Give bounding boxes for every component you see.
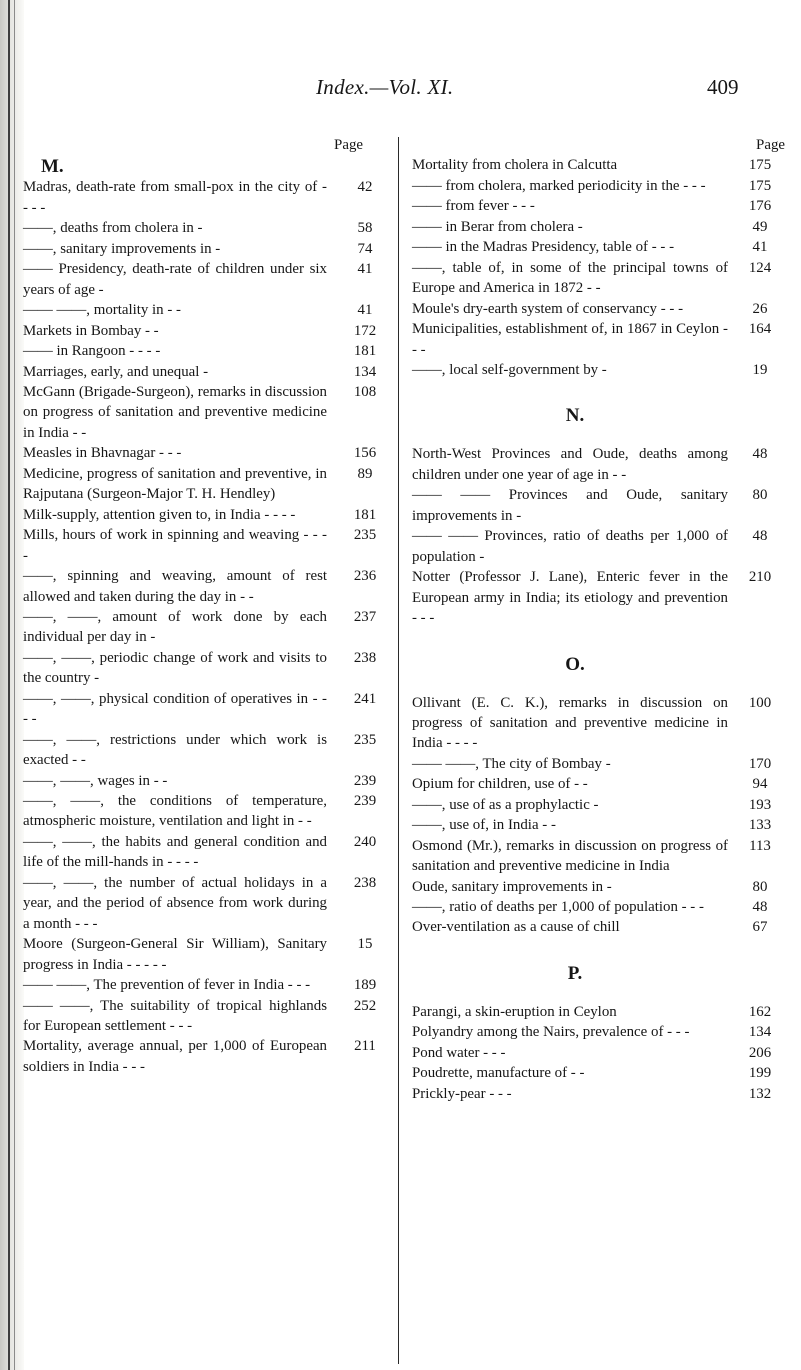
index-entry: [23, 464, 397, 505]
section-gap: [412, 938, 786, 960]
entry-page-ref: 235: [353, 731, 377, 748]
index-entry: [23, 566, 397, 607]
index-entry: [23, 832, 397, 873]
entry-page-ref: 240: [353, 833, 377, 850]
entry-page-ref: 48: [752, 899, 768, 916]
entry-page-ref: 133: [748, 817, 772, 834]
entry-page-ref: 49: [752, 218, 768, 235]
entry-page-ref: 206: [748, 1044, 772, 1061]
entry-text: Mortality, average annual, per 1,000 of European soldiers in India - - -: [23, 1038, 327, 1075]
index-entry: [412, 237, 786, 257]
entry-page-ref: 237: [353, 608, 377, 625]
entry-text: —— —— Provinces and Oude, sanitary improvements in -: [412, 487, 728, 524]
entry-text: Madras, death-rate from small-pox in the city of - - - -: [23, 179, 327, 216]
index-entry: [412, 444, 786, 485]
entry-text: ——, ——, amount of work done by each individual per day in -: [23, 608, 327, 646]
index-entry: [412, 217, 786, 237]
entry-text: Markets in Bombay - -: [23, 322, 159, 339]
entry-page-ref: 210: [748, 569, 772, 586]
entry-text: ——, ——, physical condition of operatives in - - - -: [23, 690, 327, 728]
index-entry: [412, 1084, 786, 1104]
index-entry: [412, 1043, 786, 1063]
index-entry: [412, 877, 786, 897]
entry-page-ref: 238: [353, 874, 377, 891]
entry-text: Municipalities, establishment of, in 1867 in Ceylon - - -: [412, 321, 728, 358]
entry-page-ref: 162: [748, 1003, 772, 1020]
entry-text: Opium for children, use of - -: [412, 776, 588, 793]
section-gap: [412, 380, 786, 402]
entry-text: Mortality from cholera in Calcutta: [412, 157, 618, 174]
index-entry: [23, 239, 397, 259]
entry-page-ref: 175: [748, 157, 772, 174]
entry-text: ——, ——, the number of actual holidays in a year, and the period of absence from work during a month - - -: [23, 874, 327, 932]
entry-page-ref: 235: [353, 527, 377, 544]
entry-page-ref: 134: [353, 363, 377, 380]
entry-page-ref: 42: [357, 179, 373, 196]
entry-page-ref: 176: [748, 198, 772, 215]
entry-page-ref: 113: [749, 837, 771, 854]
entry-text: ——, spinning and weaving, amount of rest allowed and taken during the day in - -: [23, 568, 327, 605]
entry-list-p: [412, 1002, 786, 1104]
entry-page-ref: 170: [748, 755, 772, 772]
index-entry: [23, 689, 397, 730]
entry-text: —— from cholera, marked periodicity in the - - -: [412, 177, 706, 194]
entry-text: Moule's dry-earth system of conservancy - - -: [412, 300, 684, 317]
entry-text: Measles in Bhavnagar - - -: [23, 445, 182, 462]
section-letter-p: P.: [567, 962, 583, 984]
index-entry: [23, 177, 397, 218]
index-entry: [412, 1063, 786, 1083]
index-entry: [412, 1002, 786, 1022]
index-entry: [412, 360, 786, 380]
entry-page-ref: 89: [357, 465, 373, 482]
entry-text: ——, ——, periodic change of work and visits to the country -: [23, 649, 327, 687]
index-entry: [412, 693, 786, 754]
entry-page-ref: 252: [353, 997, 377, 1014]
entry-page-ref: 80: [752, 487, 768, 504]
column-divider: [398, 137, 399, 1364]
entry-text: ——, ——, the conditions of temperature, atmospheric moisture, ventilation and light in - -: [23, 793, 327, 830]
index-entry: [412, 1022, 786, 1042]
entry-page-ref: 156: [353, 445, 377, 462]
entry-text: —— Presidency, death-rate of children under six years of age -: [23, 261, 327, 298]
index-entry: [23, 525, 397, 566]
running-title: Index.—Vol. XI.: [316, 75, 454, 99]
entry-page-ref: 181: [353, 506, 377, 523]
entry-list-o: [412, 693, 786, 938]
entry-page-ref: 19: [752, 361, 768, 378]
index-entry: [412, 319, 786, 360]
index-entry: [23, 300, 397, 320]
entry-text: ——, ——, wages in - -: [23, 772, 168, 789]
entry-text: ——, ratio of deaths per 1,000 of population - - -: [412, 899, 704, 916]
entry-text: —— from fever - - -: [412, 198, 535, 215]
index-entry: [23, 1036, 397, 1077]
entry-text: Polyandry among the Nairs, prevalence of - - -: [412, 1024, 690, 1041]
entry-text: ——, local self-government by -: [412, 361, 607, 378]
index-entry: [23, 648, 397, 689]
section-letter-o: O.: [565, 653, 585, 675]
entry-page-ref: 239: [353, 772, 377, 789]
entry-page-ref: 41: [752, 239, 768, 256]
section-letter-m: M.: [41, 156, 64, 178]
entry-page-ref: 238: [353, 649, 377, 666]
entry-text: Mills, hours of work in spinning and weaving - - - -: [23, 527, 327, 564]
index-entry: [412, 526, 786, 567]
entry-page-ref: 67: [752, 919, 768, 936]
index-entry: [412, 155, 786, 175]
entry-text: Marriages, early, and unequal -: [23, 363, 209, 380]
index-entry: [23, 218, 397, 238]
page-column-heading: Page: [756, 137, 785, 153]
right-column: [412, 135, 786, 1104]
index-entry: [23, 873, 397, 934]
entry-text: Milk-supply, attention given to, in India - - - -: [23, 506, 296, 523]
entry-list-m-left: [23, 177, 397, 1077]
entry-page-ref: 100: [748, 694, 772, 711]
entry-text: Osmond (Mr.), remarks in discussion on progress of sanitation and preventive medicine in India: [412, 837, 728, 875]
entry-text: ——, use of as a prophylactic -: [412, 796, 599, 813]
section-gap: [412, 430, 786, 444]
entry-page-ref: 193: [748, 796, 772, 813]
entry-text: —— —— Provinces, ratio of deaths per 1,000 of population -: [412, 528, 728, 565]
entry-page-ref: 58: [357, 220, 373, 237]
index-entry: [23, 934, 397, 975]
index-entry: [23, 505, 397, 525]
running-header: [0, 75, 801, 105]
entry-page-ref: 199: [748, 1065, 772, 1082]
page-column-heading: Page: [334, 137, 363, 153]
index-entry: [412, 258, 786, 299]
entry-text: —— in Berar from cholera -: [412, 218, 583, 235]
section-letter-n: N.: [565, 405, 585, 427]
index-entry: [412, 196, 786, 216]
entry-text: ——, use of, in India - -: [412, 817, 556, 834]
index-entry: [412, 836, 786, 877]
entry-text: Medicine, progress of sanitation and preventive, in Rajputana (Surgeon-Major T. H. Hendley): [23, 465, 327, 503]
entry-page-ref: 108: [353, 383, 377, 400]
section-gap: [412, 988, 786, 1002]
entry-text: Pond water - - -: [412, 1044, 506, 1061]
entry-page-ref: 48: [752, 446, 768, 463]
entry-text: ——, sanitary improvements in -: [23, 240, 221, 257]
entry-text: Ollivant (E. C. K.), remarks in discussion on progress of sanitation and preventive medicine in India - - - -: [412, 694, 728, 752]
entry-text: —— ——, mortality in - -: [23, 302, 181, 319]
entry-text: —— ——, The prevention of fever in India - - -: [23, 977, 311, 994]
entry-list-n: [412, 444, 786, 628]
entry-text: ——, ——, restrictions under which work is exacted - -: [23, 731, 327, 769]
entry-page-ref: 132: [748, 1085, 772, 1102]
entry-text: —— in the Madras Presidency, table of - - -: [412, 239, 675, 256]
entry-page-ref: 80: [752, 878, 768, 895]
entry-page-ref: 211: [354, 1038, 376, 1055]
entry-page-ref: 175: [748, 177, 772, 194]
entry-page-ref: 26: [752, 300, 768, 317]
index-entry: [412, 485, 786, 526]
index-entry: [23, 771, 397, 791]
index-entry: [412, 299, 786, 319]
entry-list-m-right: [412, 155, 786, 380]
section-gap: [412, 629, 786, 651]
index-entry: [23, 791, 397, 832]
entry-page-ref: 41: [357, 302, 373, 319]
index-entry: [412, 176, 786, 196]
entry-text: Poudrette, manufacture of - -: [412, 1065, 585, 1082]
index-entry: [23, 975, 397, 995]
entry-page-ref: 181: [353, 343, 377, 360]
entry-text: Parangi, a skin-eruption in Ceylon: [412, 1003, 617, 1020]
index-entry: [23, 730, 397, 771]
index-entry: [23, 996, 397, 1037]
entry-text: North-West Provinces and Oude, deaths among children under one year of age in - -: [412, 446, 728, 483]
entry-page-ref: 164: [748, 321, 772, 338]
entry-page-ref: 48: [752, 528, 768, 545]
index-entry: [23, 321, 397, 341]
entry-text: Notter (Professor J. Lane), Enteric fever in the European army in India; its etiology and prevention - - -: [412, 569, 728, 627]
entry-page-ref: 236: [353, 568, 377, 585]
entry-text: Moore (Surgeon-General Sir William), Sanitary progress in India - - - - -: [23, 936, 327, 973]
entry-text: ——, ——, the habits and general condition and life of the mill-hands in - - - -: [23, 833, 327, 871]
entry-page-ref: 74: [357, 240, 373, 257]
entry-page-ref: 124: [748, 259, 772, 276]
entry-page-ref: 239: [353, 793, 377, 810]
index-entry: [23, 382, 397, 443]
entry-page-ref: 15: [357, 936, 373, 953]
entry-text: —— ——, The city of Bombay -: [412, 755, 611, 772]
entry-page-ref: 94: [752, 776, 768, 793]
index-entry: [23, 362, 397, 382]
left-column: [23, 135, 397, 1077]
section-gap: [412, 679, 786, 693]
entry-text: Oude, sanitary improvements in -: [412, 878, 612, 895]
index-entry: [412, 774, 786, 794]
entry-page-ref: 241: [353, 690, 377, 707]
entry-page-ref: 189: [353, 977, 377, 994]
entry-text: McGann (Brigade-Surgeon), remarks in discussion on progress of sanitation and preventive medicine in India - -: [23, 383, 327, 441]
entry-text: ——, deaths from cholera in -: [23, 220, 203, 237]
index-entry: [412, 815, 786, 835]
page-number: 409: [707, 75, 739, 99]
index-entry: [23, 607, 397, 648]
entry-text: Prickly-pear - - -: [412, 1085, 512, 1102]
entry-page-ref: 172: [353, 322, 377, 339]
entry-text: ——, table of, in some of the principal towns of Europe and America in 1872 - -: [412, 259, 728, 297]
index-entry: [412, 897, 786, 917]
index-entry: [23, 341, 397, 361]
index-entry: [23, 443, 397, 463]
entry-text: Over-ventilation as a cause of chill: [412, 919, 620, 936]
index-entry: [412, 795, 786, 815]
entry-text: —— in Rangoon - - - -: [23, 343, 161, 360]
index-entry: [412, 567, 786, 628]
index-entry: [412, 917, 786, 937]
entry-page-ref: 41: [357, 261, 373, 278]
index-entry: [412, 754, 786, 774]
index-entry: [23, 259, 397, 300]
entry-page-ref: 134: [748, 1024, 772, 1041]
entry-text: —— ——, The suitability of tropical highlands for European settlement - - -: [23, 997, 327, 1035]
